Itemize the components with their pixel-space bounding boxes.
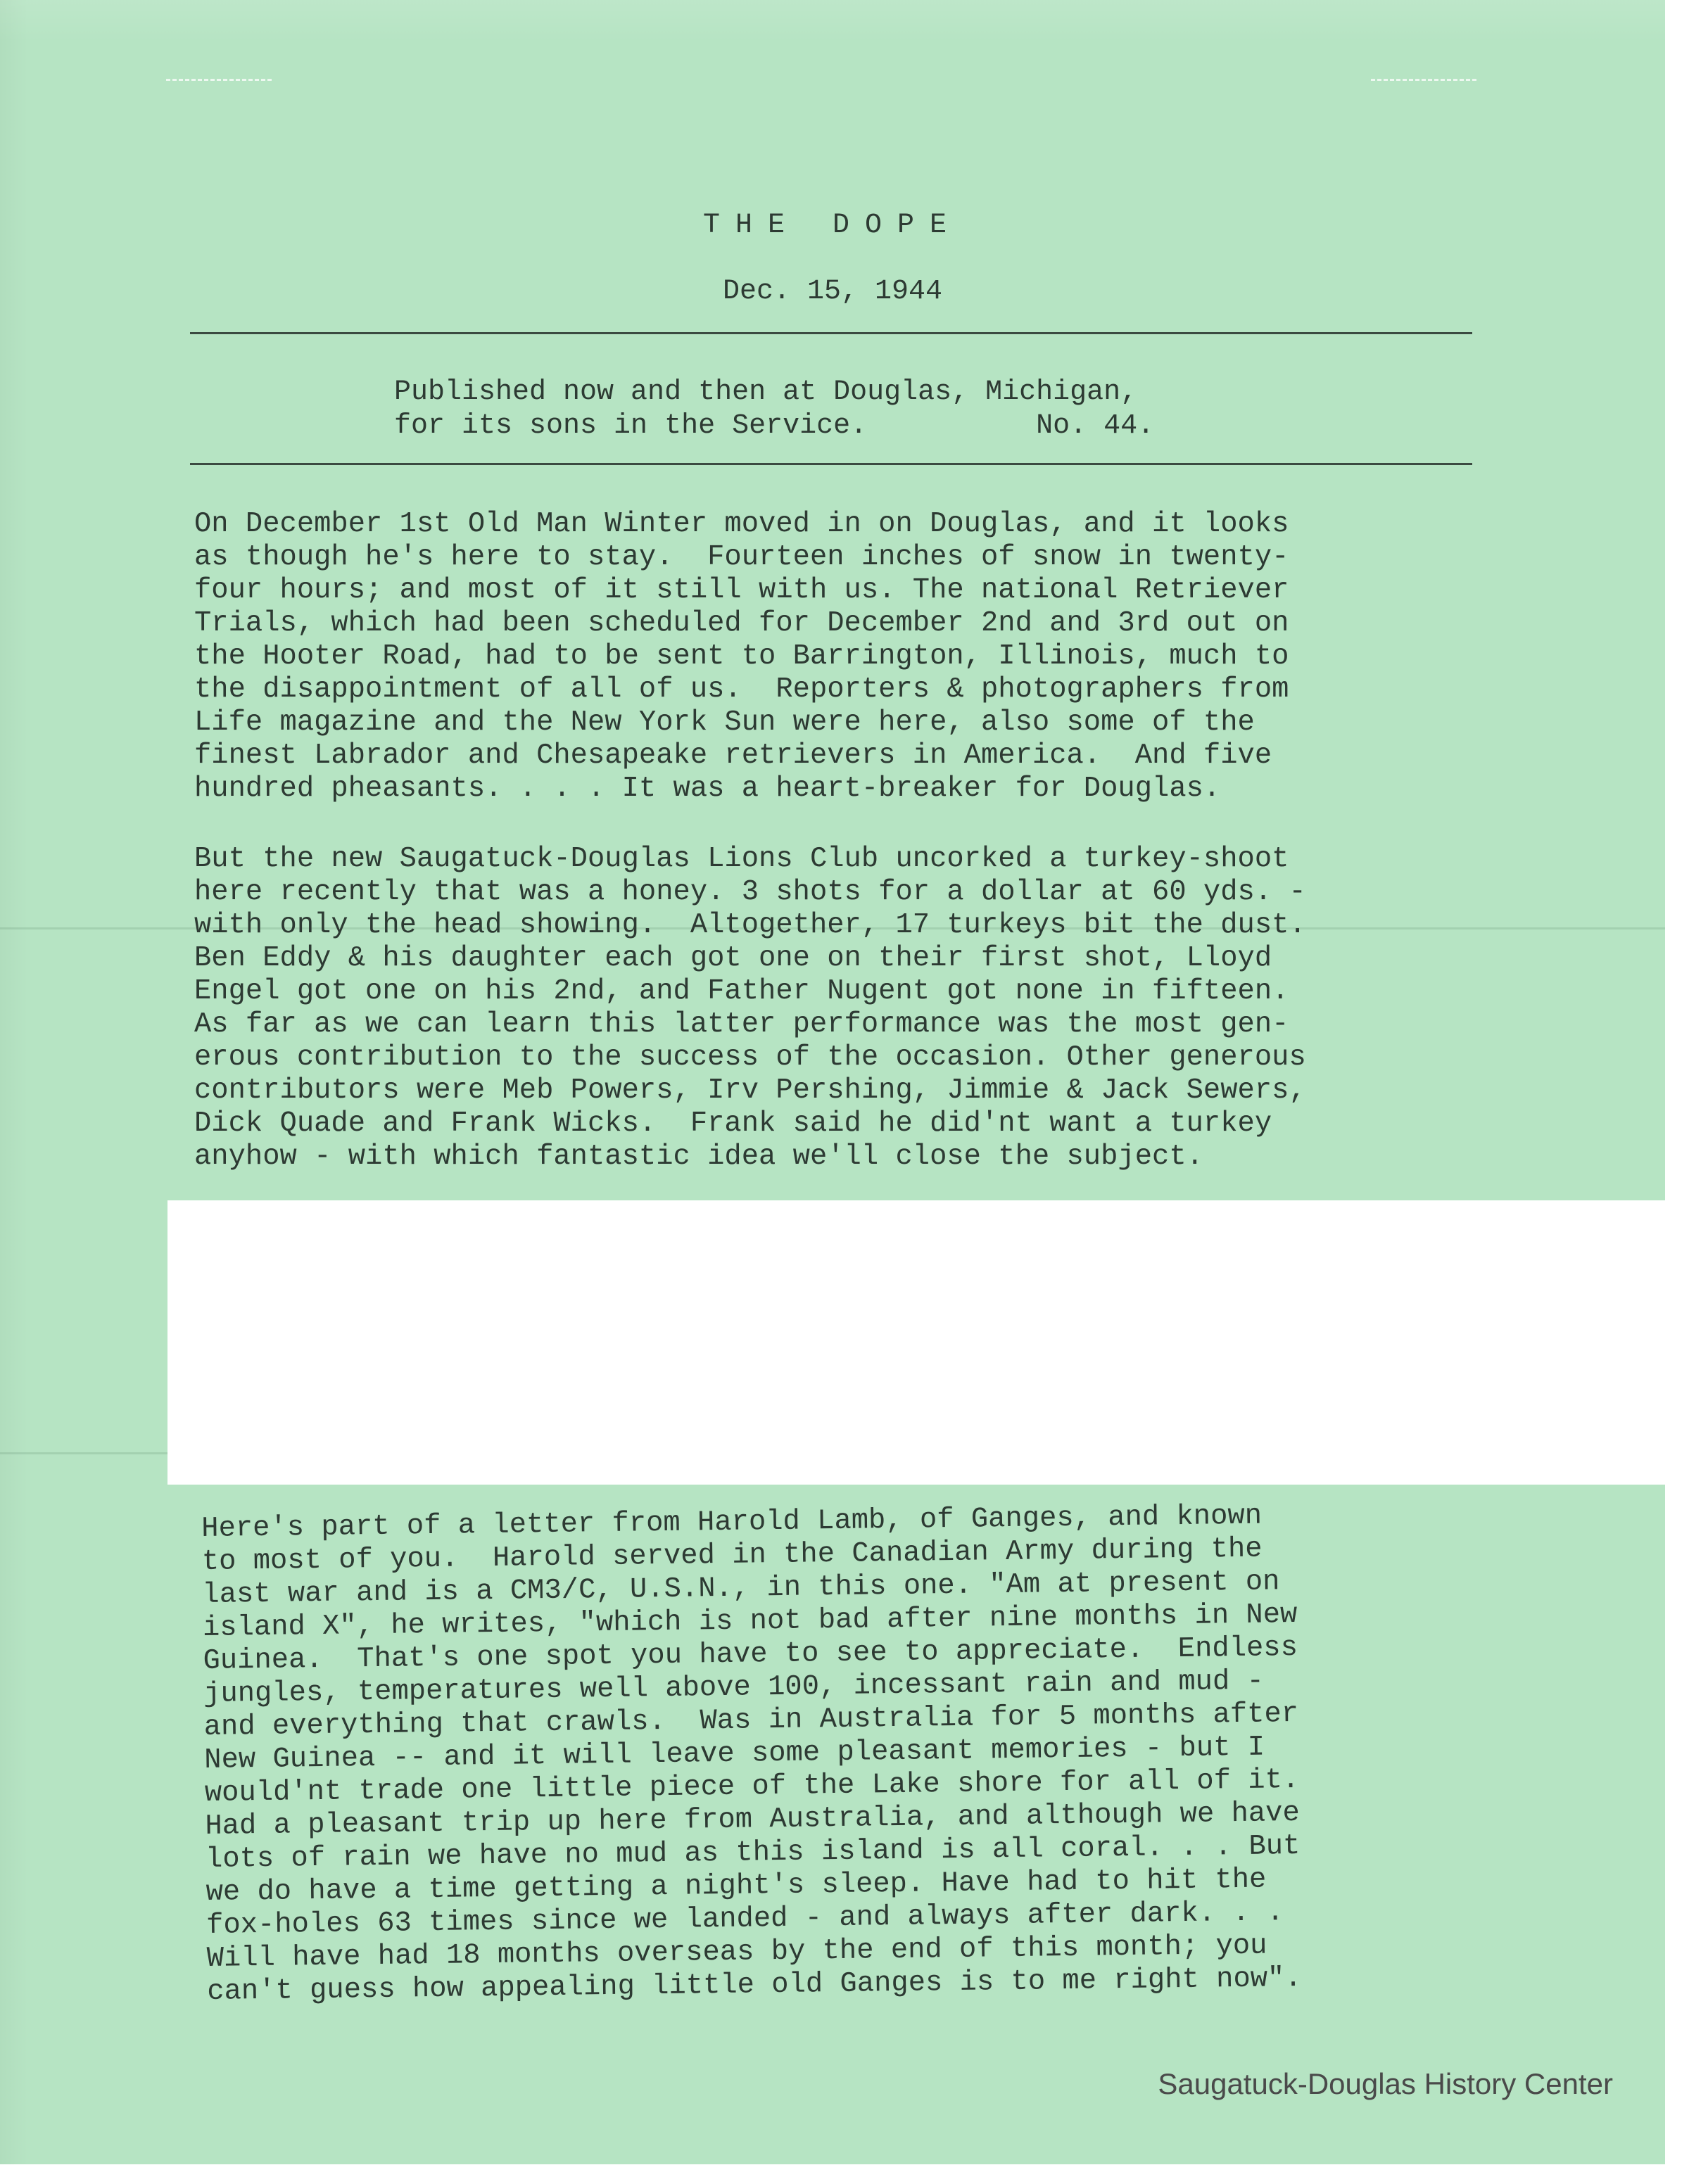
redacted-white-strip [167,1200,1689,1485]
text-line: jungles, temperatures well above 100, incessant rain and mud - [203,1665,1265,1710]
text-line: as though he's here to stay. Fourteen inches of snow in twenty- [194,541,1289,573]
text-line: fox-holes 63 times since we landed - and always after dark. . . [205,1896,1284,1942]
article-winter [194,508,1289,806]
divider-rule [190,332,1472,334]
staple-mark-left [166,79,272,91]
article-harold-lamb-letter [201,1499,1302,2009]
text-line: to most of you. Harold served in the Canadian Army during the [201,1532,1263,1578]
text-line: anyhow - with which fantastic idea we'll close the subject. [194,1141,1203,1173]
masthead-line: Published now and then at Douglas, Michigan, [394,376,1138,408]
text-line: contributors were Meb Powers, Irv Pershing, Jimmie & Jack Sewers, [194,1074,1306,1107]
masthead-line: for its sons in the Service. No. 44. [394,410,1155,442]
text-line: finest Labrador and Chesapeake retrievers in America. And five [194,739,1272,772]
text-line: New Guinea -- and it will leave some pleasant memories - but I [204,1731,1265,1777]
staple-mark-right [1371,79,1476,91]
text-line: the Hooter Road, had to be sent to Barrington, Illinois, much to [194,640,1289,673]
text-line: here recently that was a honey. 3 shots for a dollar at 60 yds. - [194,876,1306,908]
newsletter-title: THE DOPE [702,210,963,241]
article-turkey-shoot [194,843,1306,1174]
text-line: with only the head showing. Altogether, 17 turkeys bit the dust. [194,909,1306,941]
text-line: Trials, which had been scheduled for December 2nd and 3rd out on [194,607,1289,640]
text-line: As far as we can learn this latter performance was the most gen- [194,1008,1289,1041]
text-line: can't guess how appealing little old Ganges is to me right now". [207,1962,1302,2008]
text-line: lots of rain we have no mud as this island is all coral. . . But [205,1829,1301,1876]
text-line: Guinea. That's one spot you have to see to appreciate. Endless [203,1631,1298,1677]
text-line: On December 1st Old Man Winter moved in on Douglas, and it looks [194,508,1289,540]
text-line: and everything that crawls. Was in Australia for 5 months after [203,1697,1299,1744]
text-line: Dick Quade and Frank Wicks. Frank said he did'nt want a turkey [194,1107,1272,1140]
archive-credit: Saugatuck-Douglas History Center [1158,2067,1613,2100]
text-line: would'nt trade one little piece of the Lake shore for all of it. [204,1763,1300,1810]
text-line: Will have had 18 months overseas by the end of this month; you [206,1929,1267,1975]
divider-rule [190,463,1472,465]
text-line: the disappointment of all of us. Reporters & photographers from [194,673,1289,706]
text-line: four hours; and most of it still with us. The national Retriever [194,574,1289,607]
text-line: last war and is a CM3/C, U.S.N., in this one. "Am at present on [202,1566,1280,1611]
masthead [394,376,1154,443]
newsletter-date: Dec. 15, 1944 [722,276,943,307]
text-line: Life magazine and the New York Sun were here, also some of the [194,706,1255,739]
text-line: island X", he writes, "which is not bad after nine months in New [202,1598,1298,1644]
text-line: Engel got one on his 2nd, and Father Nugent got none in fifteen. [194,975,1289,1008]
text-line: But the new Saugatuck-Douglas Lions Club uncorked a turkey-shoot [194,843,1289,875]
text-line: Had a pleasant trip up here from Australia, and although we have [205,1796,1301,1843]
text-line: Ben Eddy & his daughter each got one on their first shot, Lloyd [194,942,1272,974]
text-line: we do have a time getting a night's sleep. Have had to hit the [205,1863,1267,1909]
text-line: hundred pheasants. . . . It was a heart-breaker for Douglas. [194,773,1221,805]
text-line: erous contribution to the success of the occasion. Other generous [194,1041,1306,1074]
text-line: Here's part of a letter from Harold Lamb, of Ganges, and known [201,1499,1263,1545]
